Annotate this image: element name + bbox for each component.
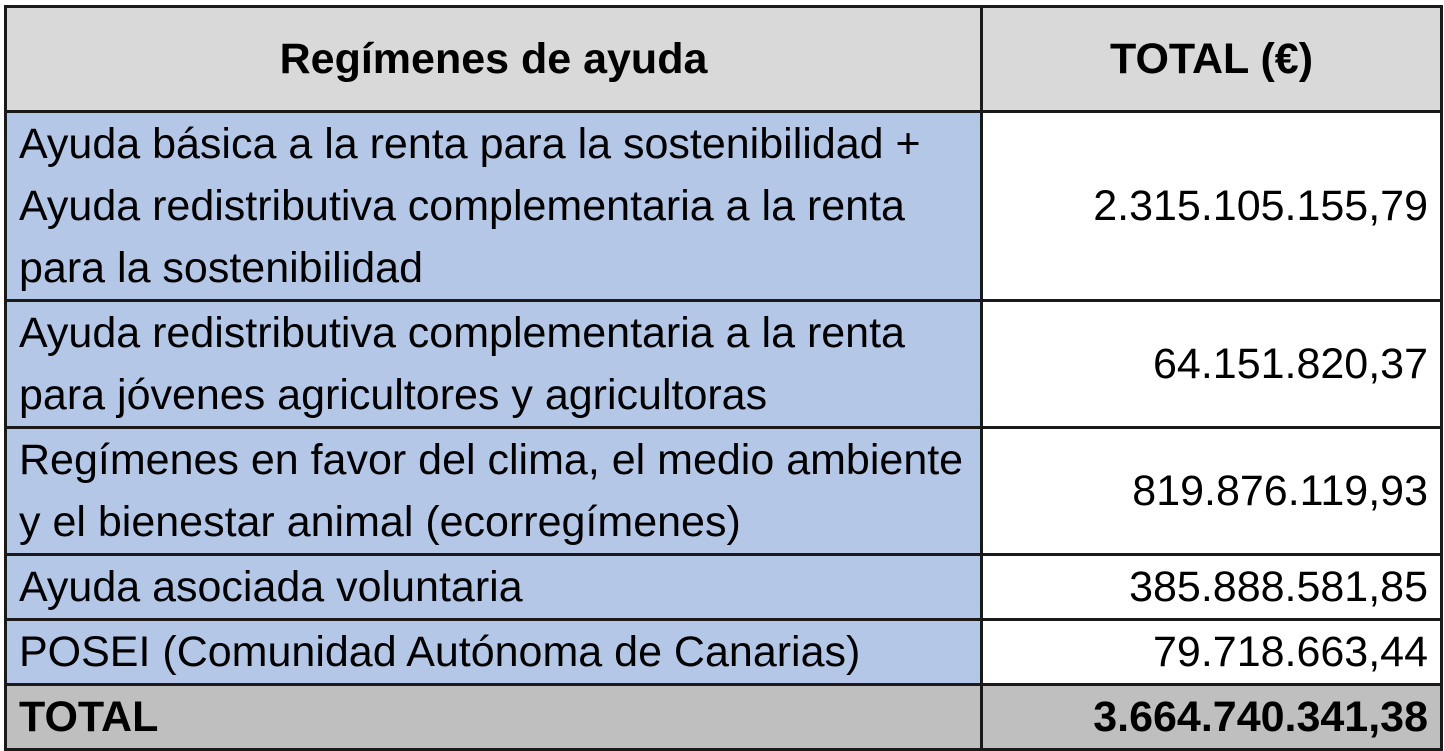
row-label: Ayuda básica a la renta para la sostenibilidad + Ayuda redistributiva complementaria a la renta para la sostenibilidad	[6, 112, 982, 301]
row-value: 385.888.581,85	[982, 555, 1442, 620]
row-value: 2.315.105.155,79	[982, 112, 1442, 301]
table-row	[6, 301, 1442, 428]
row-value: 64.151.820,37	[982, 301, 1442, 428]
total-row	[6, 685, 1442, 750]
header-total: TOTAL (€)	[982, 7, 1442, 112]
row-label: Ayuda redistributiva complementaria a la renta para jóvenes agricultores y agricultoras	[6, 301, 982, 428]
table-row	[6, 428, 1442, 555]
row-value: 79.718.663,44	[982, 620, 1442, 685]
total-label: TOTAL	[6, 685, 982, 750]
table-row	[6, 112, 1442, 301]
row-label: Regímenes en favor del clima, el medio ambiente y el bienestar animal (ecorregímenes)	[6, 428, 982, 555]
row-label: POSEI (Comunidad Autónoma de Canarias)	[6, 620, 982, 685]
header-regimes: Regímenes de ayuda	[6, 7, 982, 112]
aid-table-container	[4, 5, 1440, 741]
total-value: 3.664.740.341,38	[982, 685, 1442, 750]
row-value: 819.876.119,93	[982, 428, 1442, 555]
row-label: Ayuda asociada voluntaria	[6, 555, 982, 620]
table-row	[6, 555, 1442, 620]
aid-regimes-table	[4, 5, 1443, 751]
table-header-row	[6, 7, 1442, 112]
table-row	[6, 620, 1442, 685]
